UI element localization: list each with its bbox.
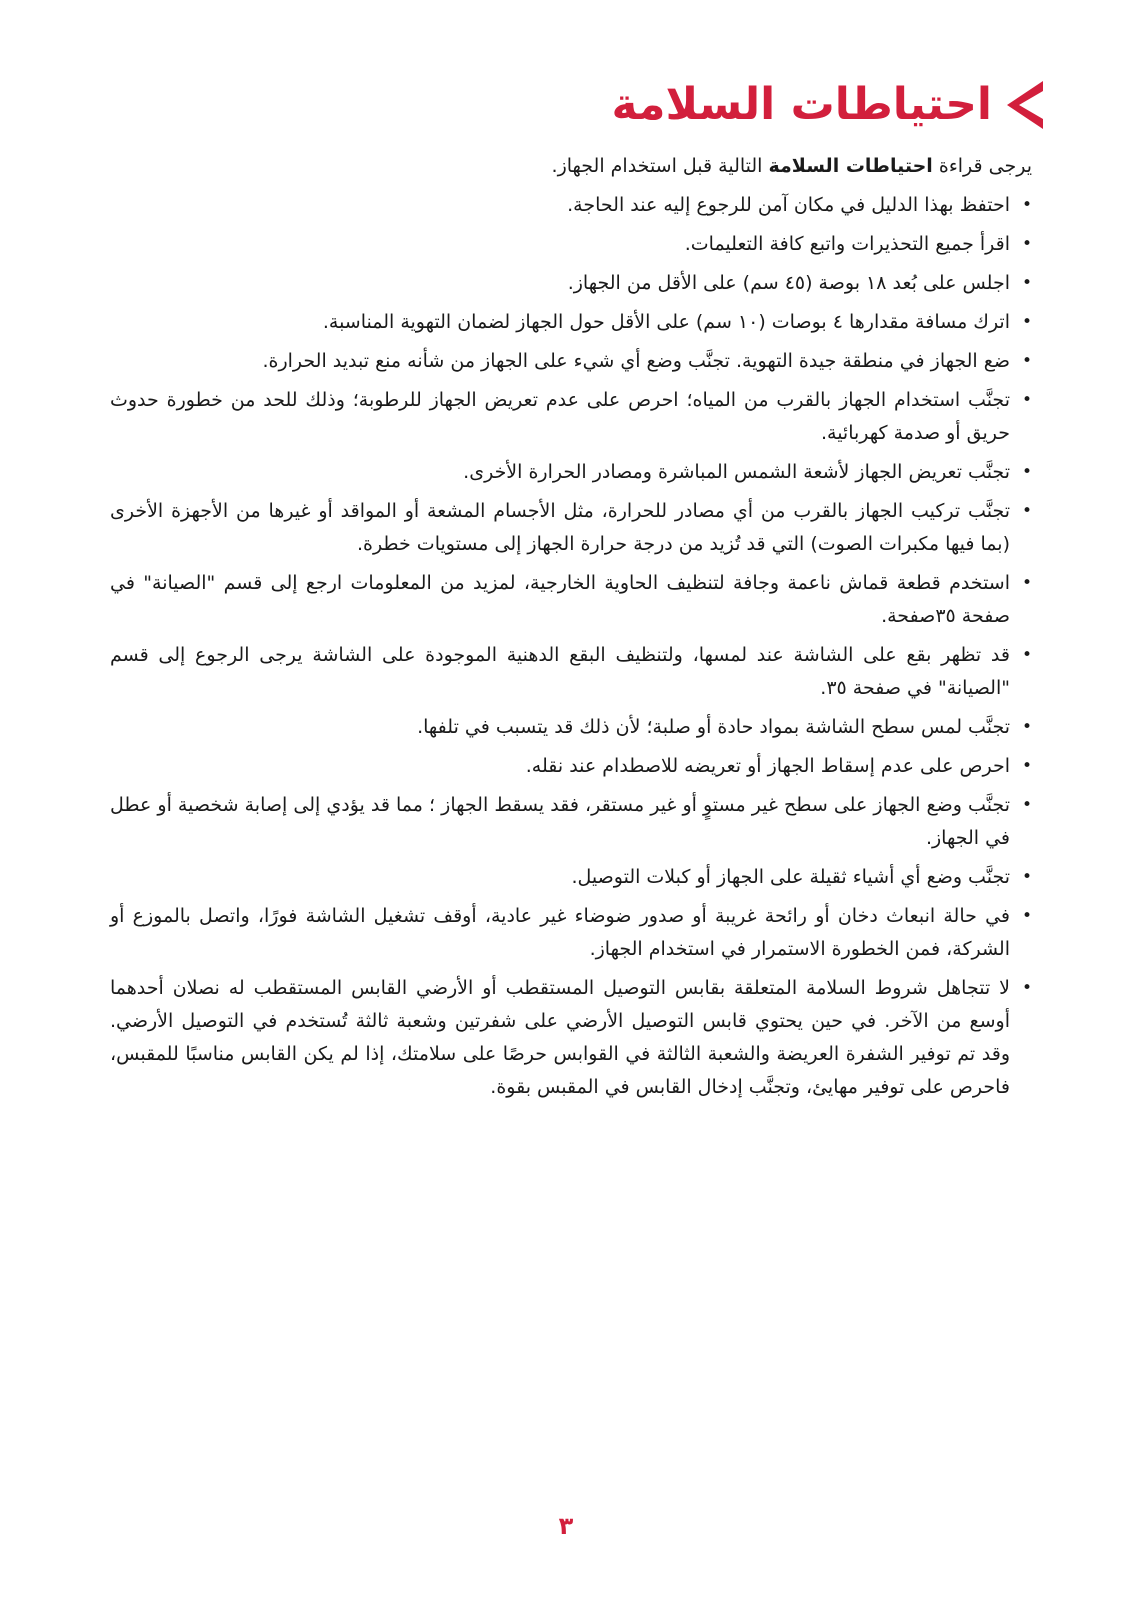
list-item-text: اقرأ جميع التحذيرات واتبع كافة التعليمات. [684, 233, 1010, 255]
list-item [110, 345, 1032, 378]
bullet-icon: • [1021, 978, 1032, 998]
bullet-icon: • [1021, 717, 1032, 737]
list-item-text: قد تظهر بقع على الشاشة عند لمسها، ولتنظيف البقع الدهنية الموجودة على الشاشة يرجى الرجوع إلى قسم "الصيانة" في صفحة ٣٥. [110, 644, 1010, 699]
list-item-text: اترك مسافة مقدارها ٤ بوصات (١٠ سم) على الأقل حول الجهاز لضمان التهوية المناسبة. [322, 311, 1010, 333]
bullet-icon: • [1021, 645, 1032, 665]
list-item [110, 384, 1032, 450]
section-header [86, 70, 1046, 140]
list-item-text: تجنَّب وضع أي أشياء ثقيلة على الجهاز أو كبلات التوصيل. [571, 866, 1010, 888]
bullet-icon: • [1021, 573, 1032, 593]
list-item [110, 639, 1032, 705]
list-item-text: ضع الجهاز في منطقة جيدة التهوية. تجنَّب وضع أي شيء على الجهاز من شأنه منع تبديد الحرارة. [262, 350, 1010, 372]
bullet-icon: • [1021, 312, 1032, 332]
list-item-text: استخدم قطعة قماش ناعمة وجافة لتنظيف الحاوية الخارجية، لمزيد من المعلومات ارجع إلى قسم "الصيانة" في صفحة ٣٥صفحة. [110, 572, 1010, 627]
list-item-text: لا تتجاهل شروط السلامة المتعلقة بقابس التوصيل المستقطب أو الأرضي القابس المستقطب له نصلان أحدهما أوسع من الآخر. في حين يحتوي قابس التوصيل الأرضي على شفرتين وشعبة ثالثة تُستخدم في التوصيل الأرضي. وقد تم توفير الشفرة العريضة والشعبة الثالثة في القوابس حرصًا على سلامتك، إذا لم يكن القابس مناسبًا للمقبس، فاحرص على توفير مهايئ، وتجنَّب إدخال القابس في المقبس بقوة. [110, 977, 1010, 1098]
bullet-icon: • [1021, 906, 1032, 926]
intro-suffix: التالية قبل استخدام الجهاز. [551, 155, 763, 177]
list-item [110, 228, 1032, 261]
list-item-text: تجنَّب تعريض الجهاز لأشعة الشمس المباشرة ومصادر الحرارة الأخرى. [463, 461, 1010, 483]
bullet-icon: • [1021, 501, 1032, 521]
intro-bold-term: احتياطات السلامة [768, 155, 933, 177]
safety-content [110, 150, 1032, 1110]
list-item-text: تجنَّب لمس سطح الشاشة بمواد حادة أو صلبة؛ لأن ذلك قد يتسبب في تلفها. [417, 716, 1010, 738]
list-item [110, 495, 1032, 561]
list-item [110, 900, 1032, 966]
list-item-text: احرص على عدم إسقاط الجهاز أو تعريضه للاصطدام عند نقله. [525, 755, 1010, 777]
list-item-text: احتفظ بهذا الدليل في مكان آمن للرجوع إليه عند الحاجة. [567, 194, 1010, 216]
intro-prefix: يرجى قراءة [938, 155, 1032, 177]
page-number: ٣ [558, 1512, 574, 1540]
list-item [110, 456, 1032, 489]
page-title: احتياطات السلامة [611, 78, 992, 130]
list-item [110, 861, 1032, 894]
list-item [110, 567, 1032, 633]
bullet-icon: • [1021, 351, 1032, 371]
bullet-icon: • [1021, 273, 1032, 293]
bullet-icon: • [1021, 195, 1032, 215]
precautions-list [110, 189, 1032, 1104]
chevron-left-icon [1006, 80, 1046, 130]
list-item [110, 267, 1032, 300]
list-item-text: في حالة انبعاث دخان أو رائحة غريبة أو صدور ضوضاء غير عادية، أوقف تشغيل الشاشة فورًا، واتصل بالموزع أو الشركة، فمن الخطورة الاستمرار في استخدام الجهاز. [110, 905, 1010, 960]
list-item [110, 711, 1032, 744]
list-item [110, 789, 1032, 855]
list-item-text: تجنَّب تركيب الجهاز بالقرب من أي مصادر للحرارة، مثل الأجسام المشعة أو المواقد أو غيرها من الأجهزة الأخرى (بما فيها مكبرات الصوت) التي قد تُزيد من درجة حرارة الجهاز إلى مستويات خطرة. [110, 500, 1010, 555]
bullet-icon: • [1021, 390, 1032, 410]
bullet-icon: • [1021, 462, 1032, 482]
bullet-icon: • [1021, 756, 1032, 776]
list-item-text: تجنَّب استخدام الجهاز بالقرب من المياه؛ احرص على عدم تعريض الجهاز للرطوبة؛ وذلك للحد من خطورة حدوث حريق أو صدمة كهربائية. [110, 389, 1010, 444]
bullet-icon: • [1021, 795, 1032, 815]
list-item [110, 306, 1032, 339]
list-item [110, 972, 1032, 1104]
list-item [110, 750, 1032, 783]
list-item [110, 189, 1032, 222]
list-item-text: اجلس على بُعد ١٨ بوصة (٤٥ سم) على الأقل من الجهاز. [567, 272, 1010, 294]
intro-paragraph [110, 150, 1032, 183]
list-item-text: تجنَّب وضع الجهاز على سطح غير مستوٍ أو غير مستقر، فقد يسقط الجهاز ؛ مما قد يؤدي إلى إصابة شخصية أو عطل في الجهاز. [110, 794, 1010, 849]
bullet-icon: • [1021, 867, 1032, 887]
bullet-icon: • [1021, 234, 1032, 254]
chevron-left-svg [1007, 81, 1045, 129]
